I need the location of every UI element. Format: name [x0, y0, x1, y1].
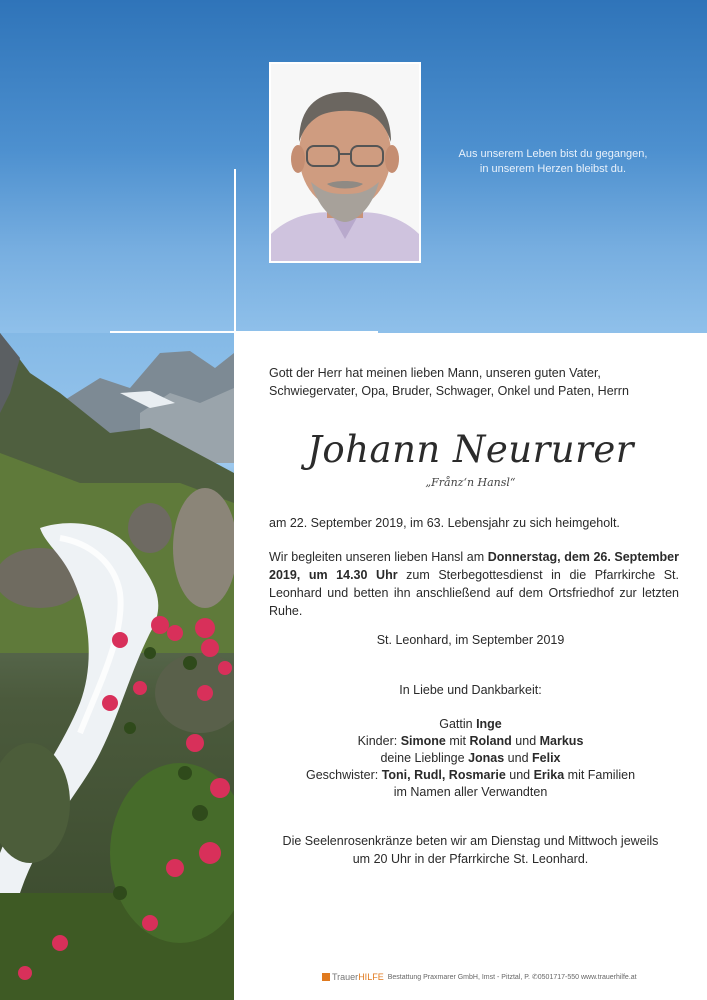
cross-vertical-beam — [234, 169, 236, 1000]
rosary-text — [234, 832, 707, 868]
and-2: und — [504, 751, 533, 765]
intro-text: Gott der Herr hat meinen lieben Mann, unseren guten Vater, Schwiegervater, Opa, Bruder, Schwager, Onkel und Paten, Herrn — [269, 366, 629, 398]
grandchild-1-name: Jonas — [468, 751, 505, 765]
rosary-line-2: um 20 Uhr in der Pfarrkirche St. Leonhard. — [352, 852, 589, 866]
cross-horizontal-beam — [110, 331, 378, 333]
child-1-name: Simone — [400, 734, 446, 748]
brand-name-part1: Trauer — [332, 972, 359, 982]
rosary-line-1: Die Seelenrosenkränze beten wir am Dienstag und Mittwoch jeweils — [282, 834, 659, 848]
child-2-name: Markus — [539, 734, 584, 748]
relatives-line: im Namen aller Verwandten — [393, 785, 548, 799]
portrait-photo — [269, 62, 421, 263]
grandchild-2-name: Felix — [532, 751, 561, 765]
siblings-suffix: mit Familien — [564, 768, 636, 782]
family-grandchildren-line — [234, 749, 707, 767]
family-wife-line — [234, 715, 707, 733]
children-label: Kinder: — [357, 734, 401, 748]
footer-branding — [322, 972, 702, 986]
siblings-label: Geschwister: — [305, 768, 382, 782]
family-children-line — [234, 732, 707, 750]
funeral-text — [269, 548, 679, 620]
memorial-quote — [428, 147, 678, 177]
death-date-text: am 22. September 2019, im 63. Lebensjahr zu sich heimgeholt. — [269, 516, 620, 530]
quote-line-1: Aus unserem Leben bist du gegangen, — [458, 148, 648, 160]
partner-1-name: Roland — [469, 734, 512, 748]
landscape-illustration — [0, 333, 234, 1000]
funeral-text-part1: Wir begleiten unseren lieben Hansl am — [269, 550, 488, 564]
siblings-names: Toni, Rudl, Rosmarie — [381, 768, 506, 782]
gratitude-heading: In Liebe und Dankbarkeit: — [399, 683, 542, 697]
place-and-date: St. Leonhard, im September 2019 — [376, 633, 565, 647]
wife-name: Inge — [476, 717, 502, 731]
portrait-illustration — [271, 64, 419, 261]
mountain-waterfall-image — [0, 333, 234, 1000]
trauerhilfe-logo-icon — [322, 973, 330, 981]
sibling-last-name: Erika — [533, 768, 565, 782]
deceased-nickname: „Frånz‘n Hansl“ — [425, 476, 516, 489]
company-info: Bestattung Praxmarer GmbH, Imst - Pitztal, P. ✆0501717-550 www.trauerhilfe.at — [387, 974, 637, 981]
wife-label: Gattin — [439, 717, 477, 731]
grandchildren-label: deine Lieblinge — [380, 751, 469, 765]
family-siblings-line — [234, 766, 707, 784]
with-1: mit — [445, 734, 470, 748]
quote-line-2: in unserem Herzen bleibst du. — [479, 163, 627, 175]
funeral-text-part2: zum Sterbegottesdienst in die Pfarrkirche St. Leonhard und betten ihn anschließend auf dem Ortsfriedhof zur letzten Ruhe. — [269, 568, 680, 618]
funeral-date-time: Donnerstag, dem 26. September 2019, um 14.30 Uhr — [269, 550, 679, 582]
brand-name-part2: HILFE — [358, 972, 384, 982]
and-3: und — [505, 768, 534, 782]
deceased-name: Johann Neururer — [307, 428, 634, 471]
and-1: und — [511, 734, 540, 748]
